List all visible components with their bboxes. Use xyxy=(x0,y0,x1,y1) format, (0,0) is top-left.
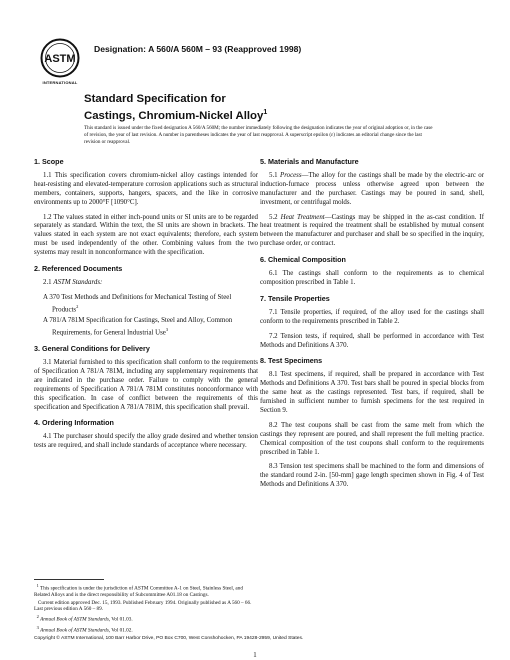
paragraph: 5.1 Process—The alloy for the castings shall be made by the electric-arc or induction-furnace process unless otherwise agreed upon between the manufacturer and the purchaser. Castings may be poured in sand, shell, investment, or centrifugal molds. xyxy=(260,171,484,206)
logo-subtext: INTERNATIONAL xyxy=(42,80,78,85)
svg-text:ASTM: ASTM xyxy=(44,53,76,65)
astm-logo xyxy=(40,38,80,78)
section-ordering-information xyxy=(34,419,258,451)
paragraph: 5.2 Heat Treatment—Castings may be shipped in the as-cast condition. If heat treatment is required the treatment shall be established by mutual consent between the manufacturer and purchaser and shall be so specified in the inquiry, purchase order, or contract. xyxy=(260,213,484,248)
right-column xyxy=(260,158,484,497)
paragraph: 8.3 Tension test specimens shall be machined to the form and dimensions of the standard round 2-in. [50-mm] gage length specimen shown in Fig. 4 of Test Methods and Definitions A 370. xyxy=(260,463,484,489)
section-heading: 8. Test Specimens xyxy=(260,356,323,366)
designation: Designation: A 560/A 560M – 93 (Reapproved 1998) xyxy=(94,44,302,54)
paragraph: 7.2 Tension tests, if required, shall be performed in accordance with Test Methods and Definitions A 370. xyxy=(260,332,484,349)
section-chemical-composition xyxy=(260,256,484,288)
footnote-1: $^1$ This specification is under the jurisdiction of ASTM Committee A-1 on Steel, Stainless Steel, and Related Alloys and is the direct responsibility of Subcommittee A01.18 on Castings. xyxy=(34,583,243,599)
footnote-rule xyxy=(34,579,104,580)
title-line-2: Castings, Chromium-Nickel Alloy$^1$ xyxy=(84,109,268,122)
reference-item: A 370 Test Methods and Definitions for Mechanical Testing of Steel Products$^2$ xyxy=(43,293,232,314)
title-footnote-mark: 1 xyxy=(263,109,268,116)
paragraph: 6.1 The castings shall conform to the requirements as to chemical composition prescribed in Table 1. xyxy=(260,270,484,286)
section-test-specimens xyxy=(260,357,484,490)
issuance-notice: This standard is issued under the fixed designation A 560/A 560M; the number immediately following the designation indicates the year of original adoption or, in the case of revision, the year of last revision. A number in parentheses indicates the year of last reapproval. A superscript epsilon (ε) indicates an editorial change since the last revision or reapproval. xyxy=(84,125,433,146)
paragraph: 3.1 Material furnished to this specification shall conform to the requirements of Specification A 781/A 781M, including any supplementary requirements that are indicated in the purchase order. Failure to comply with the general requirements of Specification A 781/A 781M constitutes nonconformance with this specification. In case of conflict between the requirements of this specification and Specification A 781/A 781M, this specification shall prevail. xyxy=(34,359,258,411)
section-heading: 7. Tensile Properties xyxy=(260,293,330,303)
section-heading: 1. Scope xyxy=(34,157,64,166)
paragraph: 7.1 Tensile properties, if required, of the alloy used for the castings shall conform to the requirements prescribed in Table 2. xyxy=(260,308,484,325)
paragraph: 8.1 Test specimens, if required, shall be prepared in accordance with Test Methods and Definitions A 370. Test bars shall be poured in special blocks from the same heat as the castings represented. Test bars, if required, shall be furnished in sufficient number to furnish specimens for the test required in Section 9. xyxy=(260,371,484,414)
copyright-line: Copyright © ASTM International, 100 Barr Harbor Drive, PO Box C700, West Conshohocken, PA 19428-2959, United States. xyxy=(34,636,304,641)
section-heading: 4. Ordering Information xyxy=(34,418,114,428)
paragraph: 1.2 The values stated in either inch-pound units or SI units are to be regarded separately as standard. Within the text, the SI units are shown in brackets. The values stated in each system are not exact equivalents; therefore, each system must be used independently of the other. Combining values from the two systems may result in nonconformance with the specification. xyxy=(34,213,258,257)
footnote-1b: Current edition approved Dec. 15, 1993. Published February 1994. Originally published as A 560 – 66. Last previous edition A 560 – 89. xyxy=(34,599,252,613)
document-title xyxy=(84,93,267,123)
section-heading: 6. Chemical Composition xyxy=(260,255,346,265)
section-heading: 5. Materials and Manufacture xyxy=(260,157,359,166)
paragraph: 4.1 The purchaser should specify the alloy grade desired and whether tension tests are required, and shall include standards of acceptance where necessary. xyxy=(34,433,258,450)
footnotes xyxy=(34,583,258,635)
reference-item: A 781/A 781M Specification for Castings, Steel and Alloy, Common Requirements, for General Industrial Use$^3$ xyxy=(43,316,233,337)
footnote-2: $^2$ Annual Book of ASTM Standards, Vol 01.03. xyxy=(36,614,133,623)
section-referenced-documents xyxy=(34,265,258,338)
paragraph: 2.1 ASTM Standards: xyxy=(43,278,103,286)
section-heading: 3. General Conditions for Delivery xyxy=(34,344,150,354)
paragraph: 1.1 This specification covers chromium-nickel alloy castings intended for heat-resisting and elevated-temperature corrosion applications such as structural members, containers, supports, hangers, spacers, and the like in corrosive environments up to 2000°F [1090°C]. xyxy=(34,171,258,206)
section-tensile-properties xyxy=(260,295,484,351)
section-materials xyxy=(260,158,484,249)
title-line-1: Standard Specification for xyxy=(84,93,226,105)
left-column xyxy=(34,158,258,458)
section-heading: 2. Referenced Documents xyxy=(34,264,123,274)
page-number: 1 xyxy=(253,652,257,659)
section-scope xyxy=(34,158,258,258)
footnote-3: $^3$ Annual Book of ASTM Standards, Vol 01.02. xyxy=(36,624,133,634)
section-general-conditions xyxy=(34,345,258,412)
paragraph: 8.2 The test coupons shall be cast from the same melt from which the castings they represent are poured, and shall represent the full melting practice. Chemical composition of the test coupons shall conform to the requirements prescribed in Table 1. xyxy=(260,421,484,456)
